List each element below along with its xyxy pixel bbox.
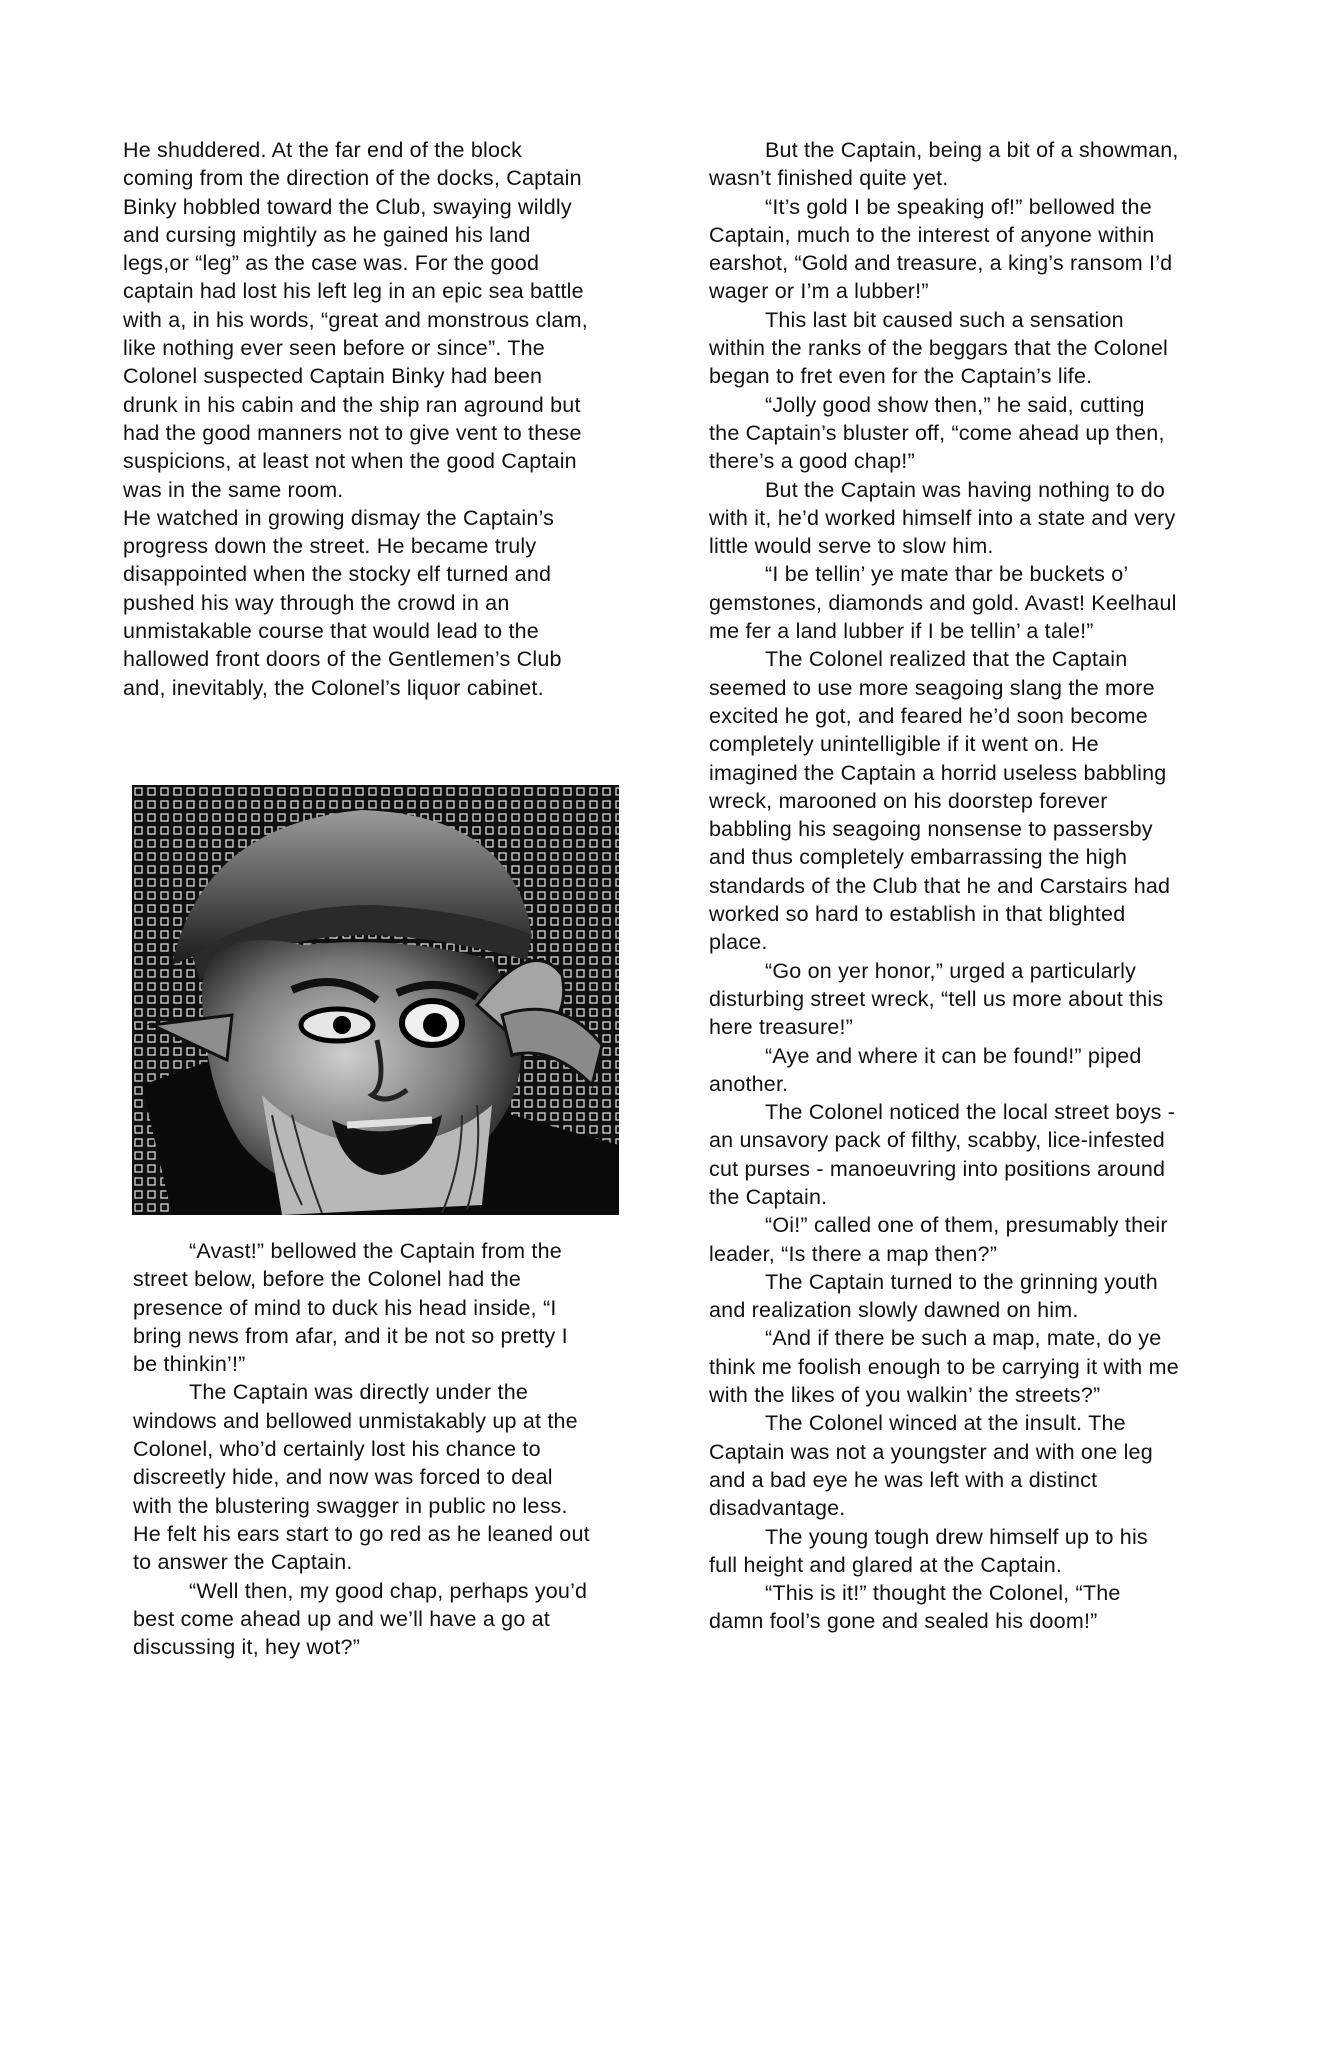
paragraph: The Captain turned to the grinning youth and realization slowly dawned on him.	[709, 1269, 1158, 1323]
paragraph: The young tough drew himself up to his full height and glared at the Captain.	[709, 1524, 1148, 1577]
paragraph: “I be tellin’ ye mate thar be buckets o’ gemstones, diamonds and gold. Avast! Keelhaul me fer a land lubber if I be tellin’ a tale!”	[709, 562, 1177, 644]
paragraph: He watched in growing dismay the Captain’s progress down the street. He became truly disappointed when the stocky elf turned and pushed his way through the crowd in an unmistakable course that would lead to the hallowed front doors of the Gentlemen’s Club and, inevitably, the Colonel’s liquor cabinet.	[123, 505, 562, 700]
paragraph: “And if there be such a map, mate, do ye think me foolish enough to be carrying it with me with the likes of you walkin’ the streets?”	[709, 1326, 1179, 1408]
paragraph: “Well then, my good chap, perhaps you’d best come ahead up and we’ll have a go at discussing it, hey wot?”	[133, 1578, 588, 1660]
paragraph: But the Captain, being a bit of a showman, wasn’t finished quite yet.	[709, 138, 1179, 191]
paragraph: “Avast!” bellowed the Captain from the street below, before the Colonel had the presence of mind to duck his head inside, “I bring news from afar, and it be not so pretty I be thinkin’!”	[133, 1239, 568, 1377]
paragraph: “Oi!” called one of them, presumably their leader, “Is there a map then?”	[709, 1213, 1168, 1266]
paragraph: The Colonel noticed the local street boys - an unsavory pack of filthy, scabby, lice-infested cut purses - manoeuvring into positions around the Captain.	[709, 1100, 1176, 1209]
paragraph: “It’s gold I be speaking of!” bellowed the Captain, much to the interest of anyone within earshot, “Gold and treasure, a king’s ransom I’d wager or I’m a lubber!”	[709, 194, 1173, 304]
paragraph: He shuddered. At the far end of the block coming from the direction of the docks, Captain Binky hobbled toward the Club, swaying wildly and cursing mightily as he gained his land legs,or “leg” as the case was. For the good captain had lost his left leg in an epic sea battle with a, in his words, “great and monstrous clam, like nothing ever seen before or since”. The Colonel suspected Captain Binky had been drunk in his cabin and the ship ran aground but had the good manners not to give vent to these suspicions, at least not when the good Captain was in the same room.	[123, 138, 588, 502]
paragraph: “Jolly good show then,” he said, cutting the Captain’s bluster off, “come ahead up then, there’s a good chap!”	[709, 392, 1165, 474]
paragraph: The Colonel realized that the Captain seemed to use more seagoing slang the more excited he got, and feared he’d soon become completely unintelligible if it went on. He imagined the Captain a horrid useless babbling wreck, marooned on his doorstep forever babbling his seagoing nonsense to passersby and thus completely embarrassing the high standards of the Club that he and Carstairs had worked so hard to establish in that blighted place.	[709, 647, 1171, 955]
elf-captain-illustration	[132, 785, 619, 1215]
paragraph: “Aye and where it can be found!” piped another.	[709, 1043, 1142, 1096]
paragraph: “Go on yer honor,” urged a particularly disturbing street wreck, “tell us more about this here treasure!”	[709, 958, 1164, 1040]
left-column-top	[123, 136, 593, 702]
paragraph: This last bit caused such a sensation within the ranks of the beggars that the Colonel began to fret even for the Captain’s life.	[709, 307, 1168, 389]
right-column	[709, 136, 1179, 1636]
paragraph: The Captain was directly under the windows and bellowed unmistakably up at the Colonel, who’d certainly lost his chance to discreetly hide, and now was forced to deal with the blustering swagger in public no less. He felt his ears start to go red as he leaned out to answer the Captain.	[133, 1380, 590, 1575]
paragraph: But the Captain was having nothing to do with it, he’d worked himself into a state and very little would serve to slow him.	[709, 477, 1176, 559]
paragraph: The Colonel winced at the insult. The Captain was not a youngster and with one leg and a bad eye he was left with a distinct disadvantage.	[709, 1411, 1153, 1521]
paragraph: “This is it!” thought the Colonel, “The damn fool’s gone and sealed his doom!”	[709, 1581, 1121, 1634]
left-column-bottom	[133, 1237, 593, 1661]
